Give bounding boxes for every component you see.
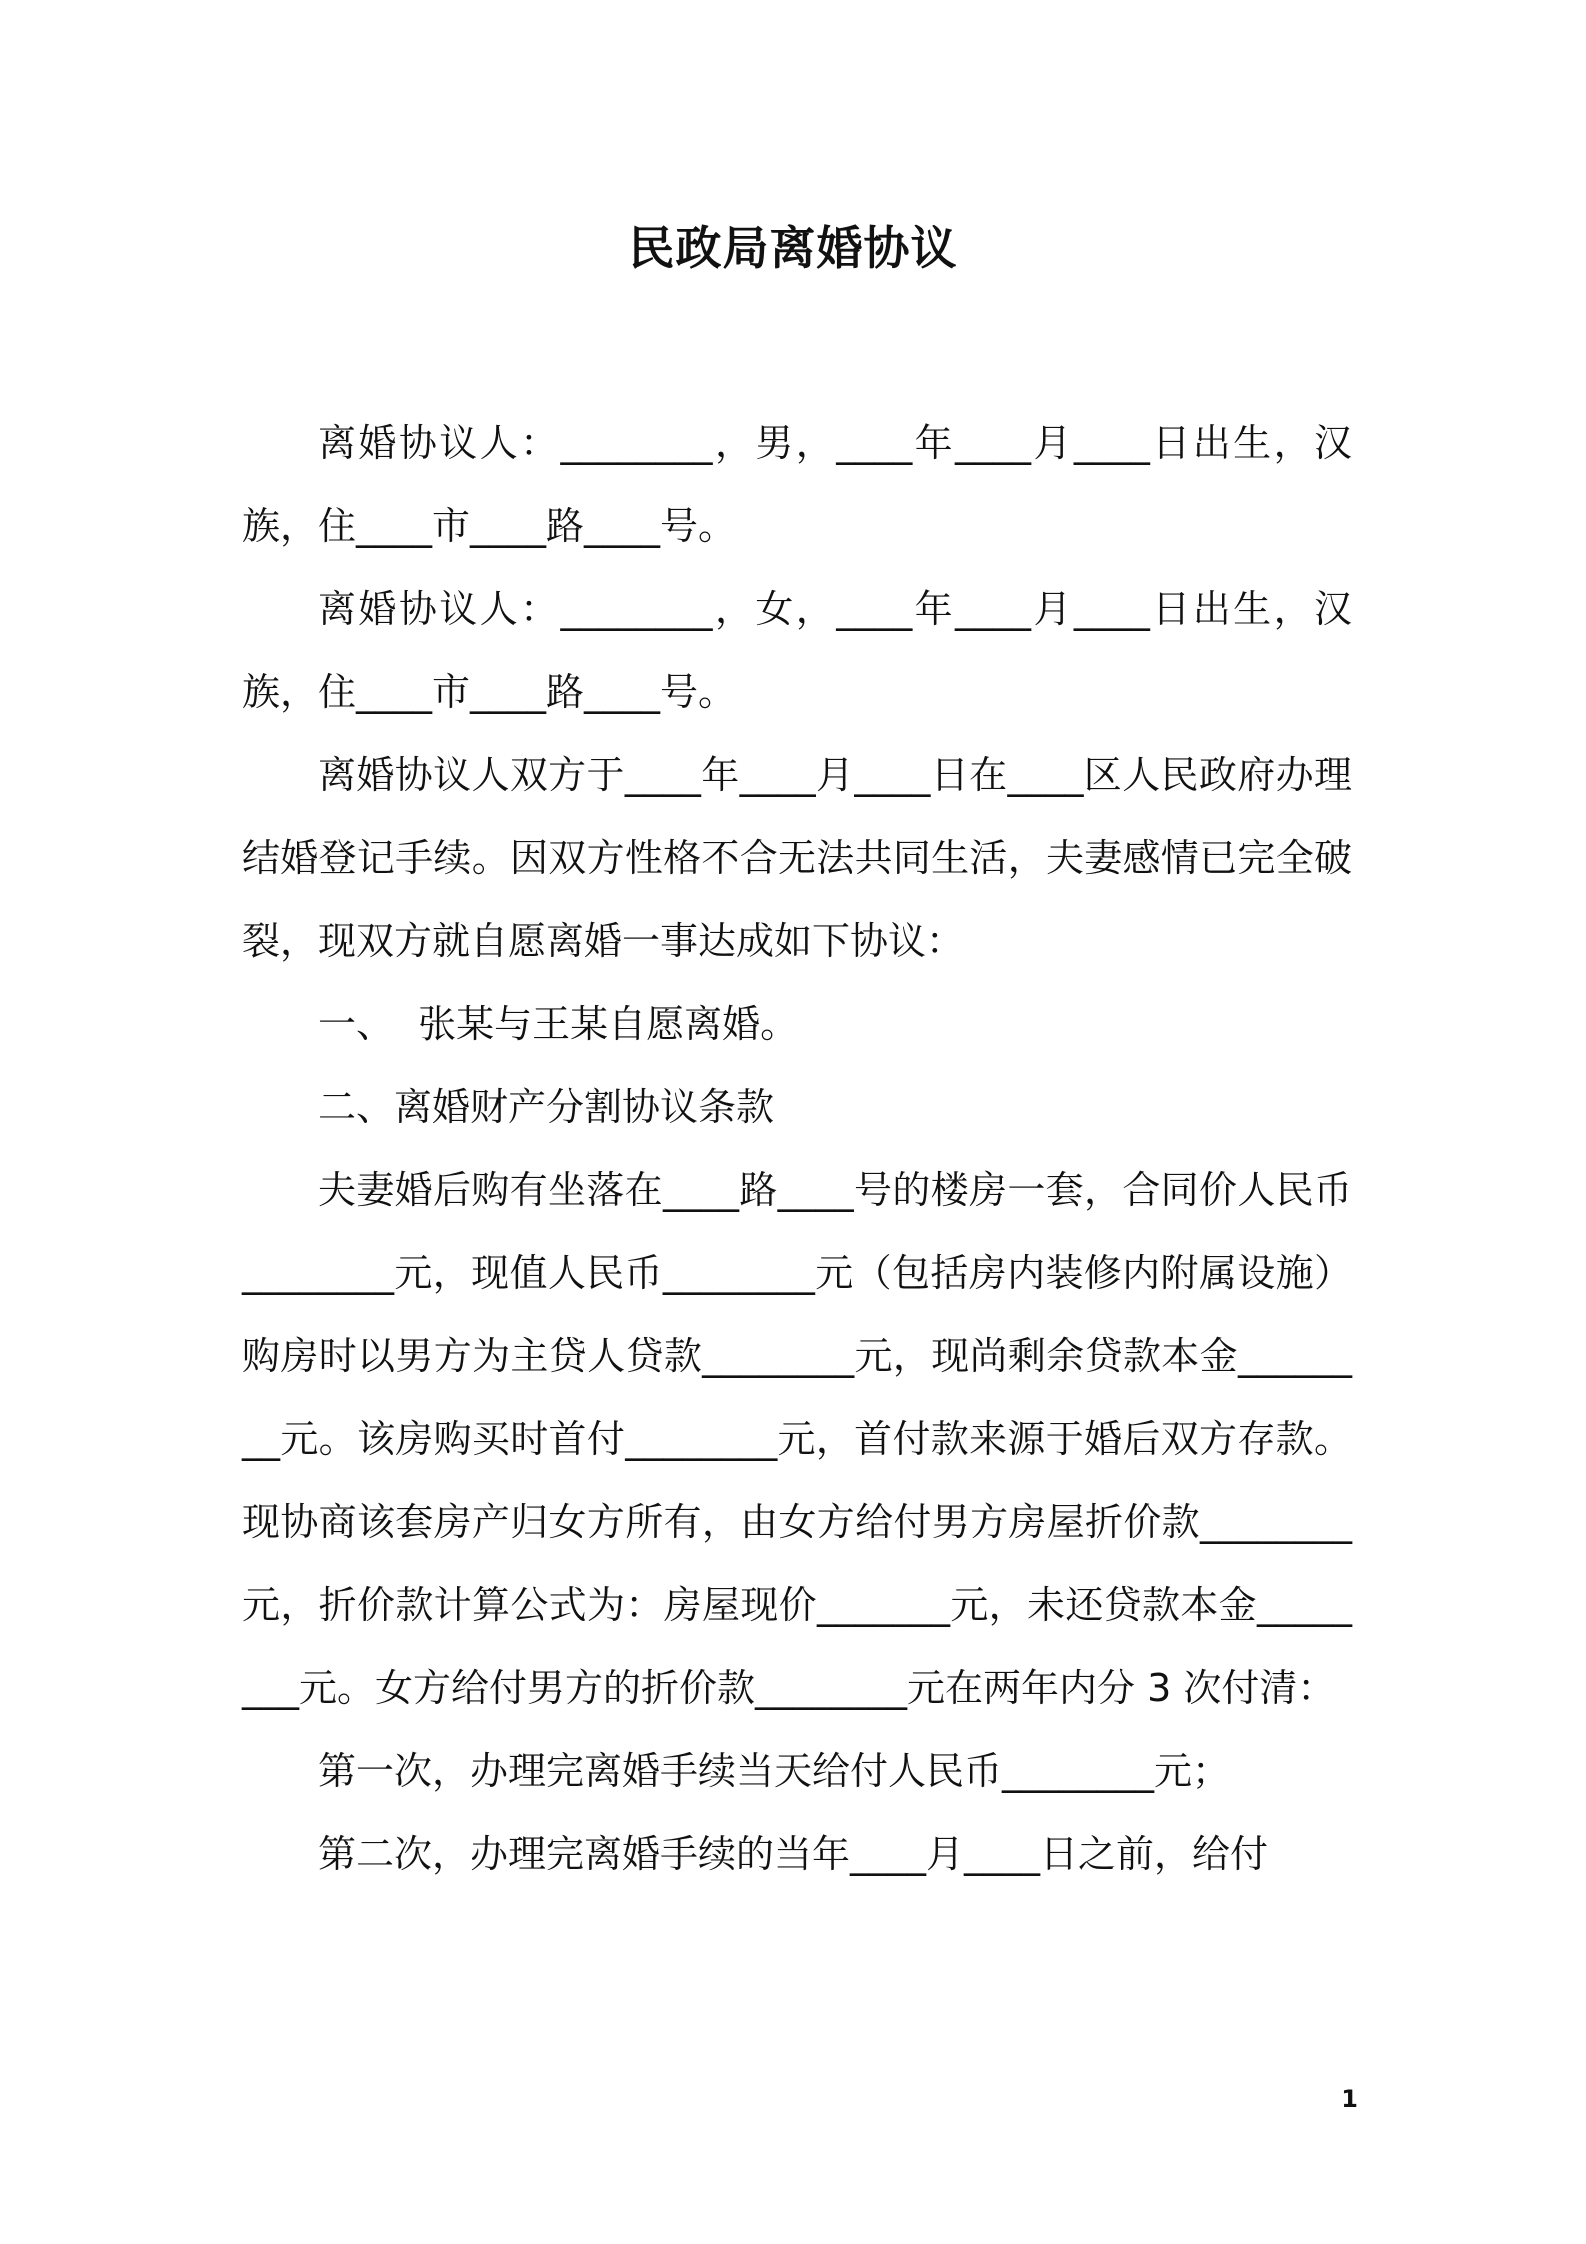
paragraph-male-party: 离婚协议人：________，男，____年____月____日出生，汉族，住____市____路____号。 [242,421,1352,548]
document-body [242,402,1352,1896]
paragraph-second-payment: 第二次，办理完离婚手续的当年____月____日之前，给付 [318,1832,1269,1876]
paragraph-female-party: 离婚协议人：________，女，____年____月____日出生，汉族，住____市____路____号。 [242,587,1352,714]
page-number: 1 [1341,2085,1358,2113]
paragraph-marriage-registration: 离婚协议人双方于____年____月____日在____区人民政府办理结婚登记手续。因双方性格不合无法共同生活，夫妻感情已完全破裂，现双方就自愿离婚一事达成如下协议： [242,753,1352,963]
paragraph-house-property: 夫妻婚后购有坐落在____路____号的楼房一套，合同价人民币________元，现值人民币________元（包括房内装修内附属设施）购房时以男方为主贷人贷款________元，现尚剩余贷款本金________元。该房购买时首付________元，首付款来源于婚后双方存款。现协商该套房产归女方所有，由女方给付男方房屋折价款________元，折价款计算公式为：房屋现价_______元，未还贷款本金________元。女方给付男方的折价款________元在两年内分 3 次付清： [242,1168,1352,1710]
clause-one-voluntary-divorce: 一、 张某与王某自愿离婚。 [318,1002,799,1046]
document-title: 民政局离婚协议 [628,221,958,275]
clause-two-property-division-heading: 二、离婚财产分割协议条款 [318,1085,775,1129]
paragraph-first-payment: 第一次，办理完离婚手续当天给付人民币________元； [318,1749,1231,1793]
